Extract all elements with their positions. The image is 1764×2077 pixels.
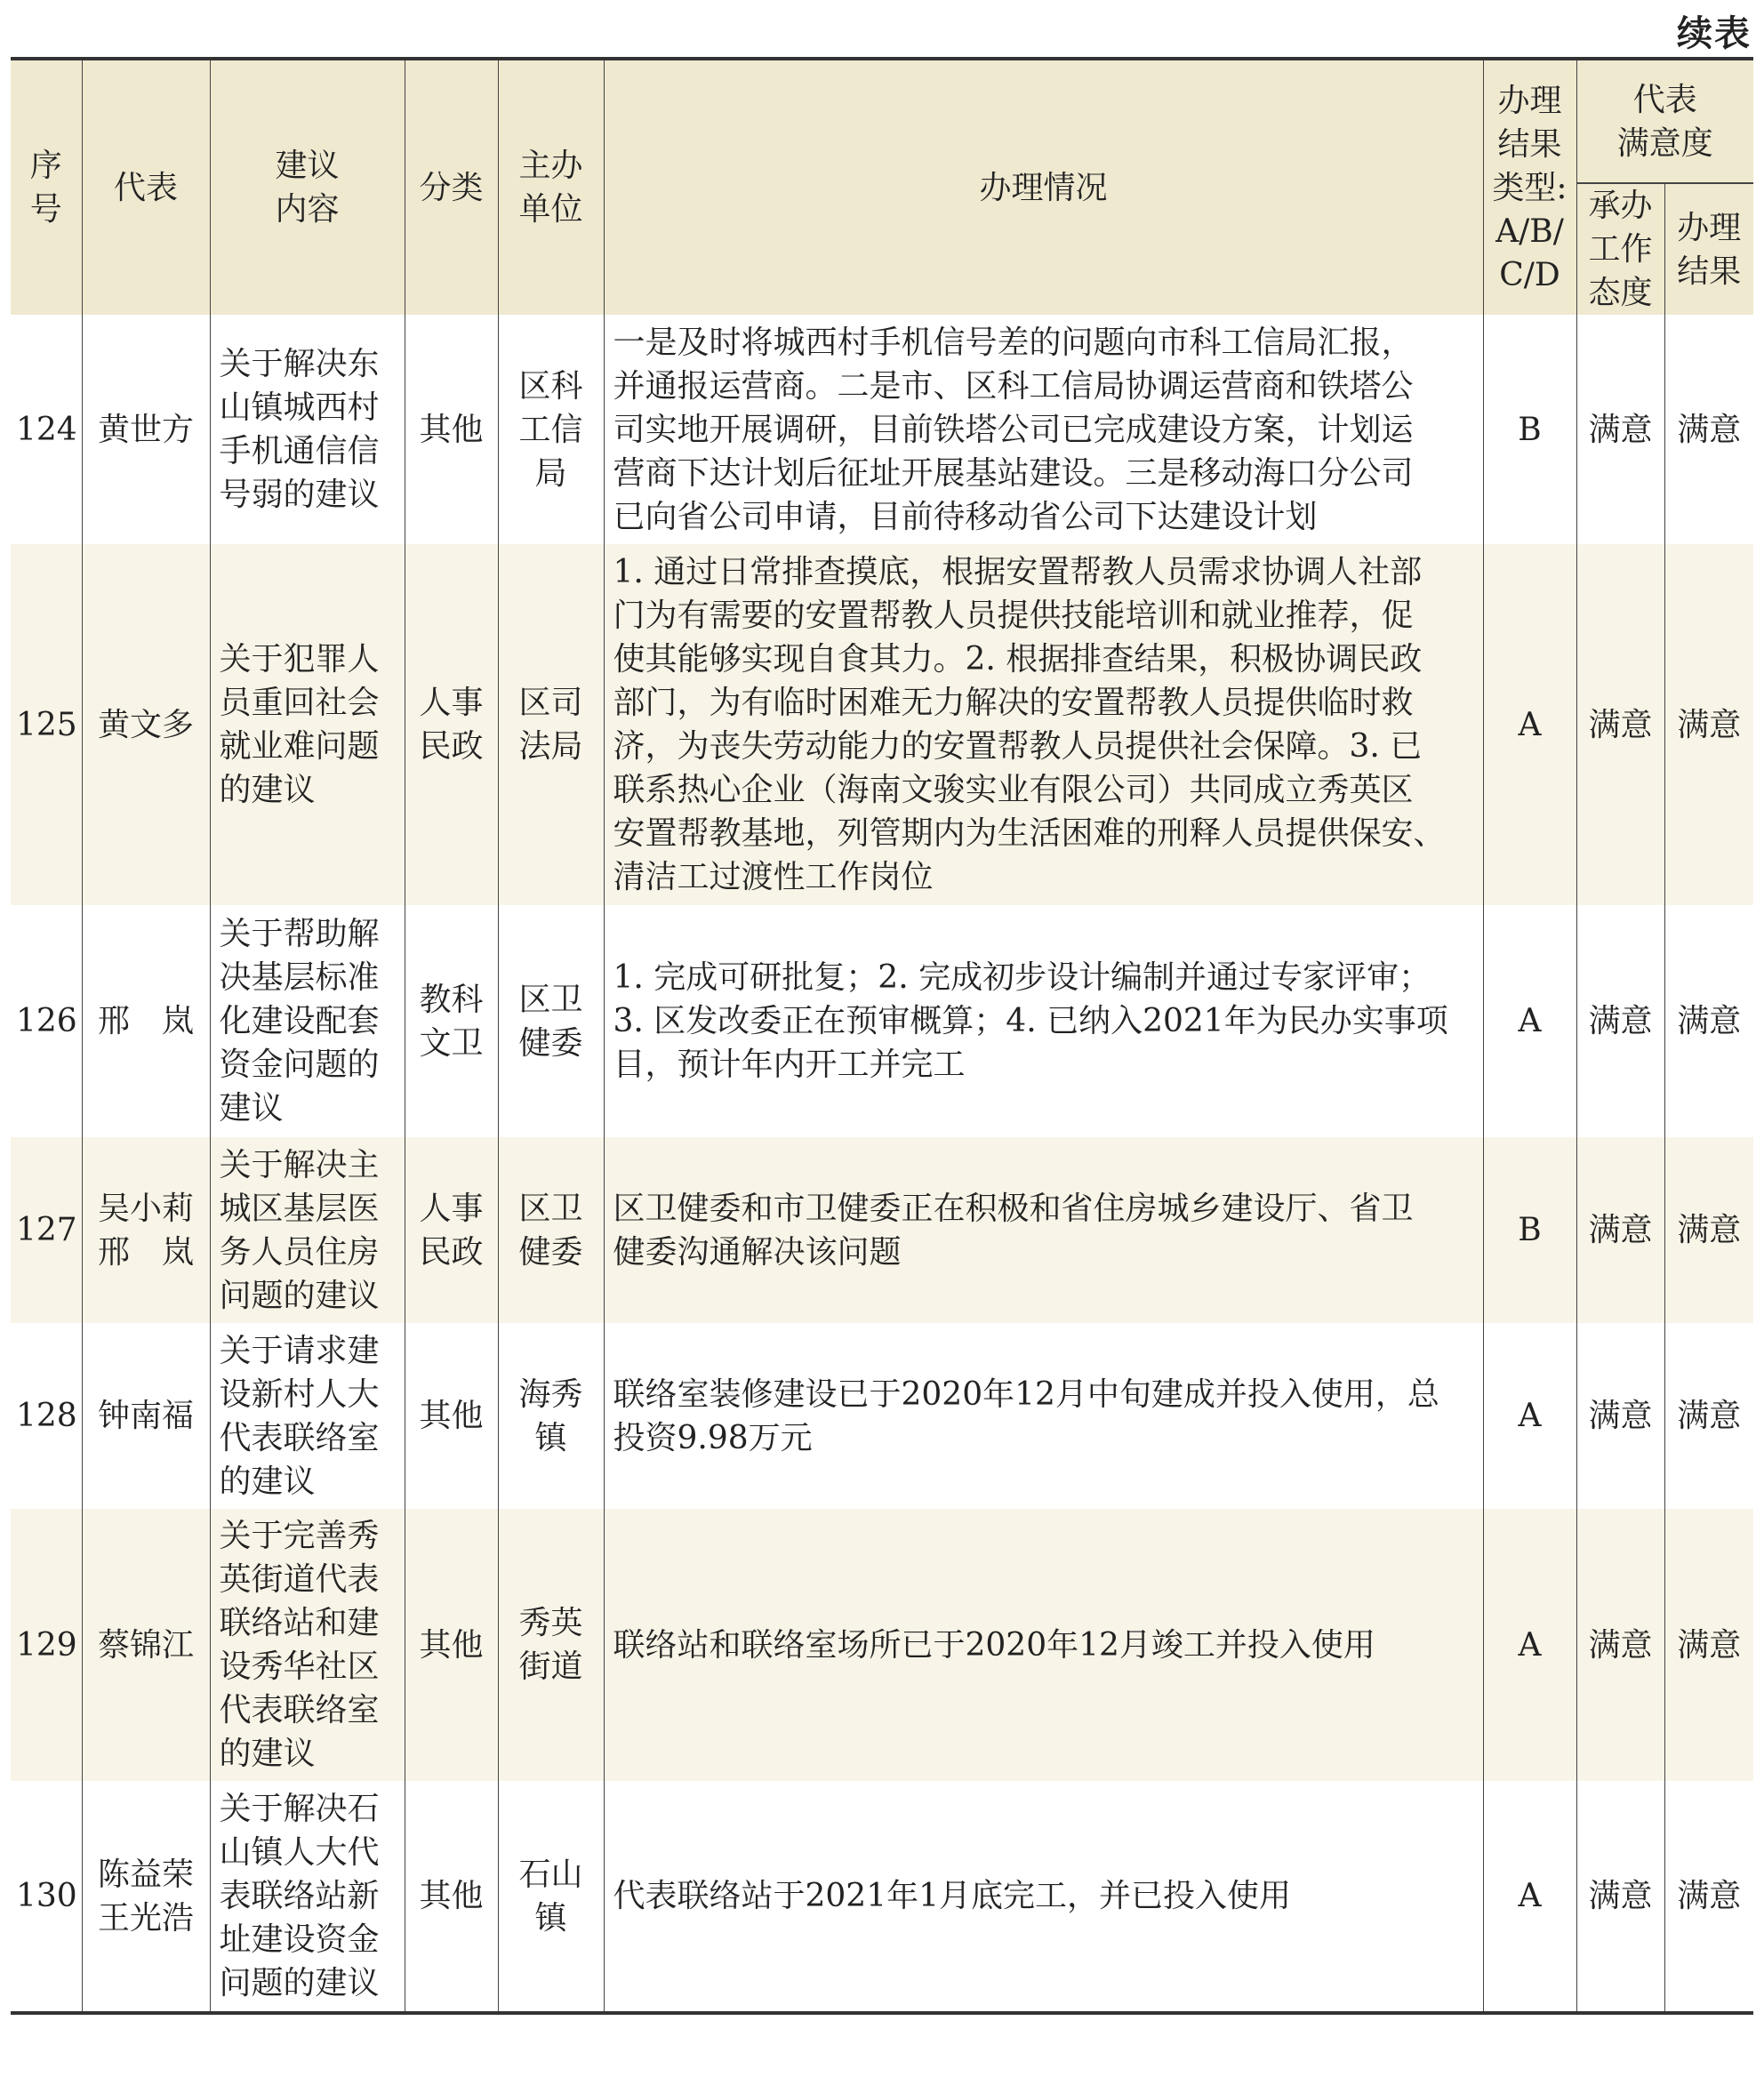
result-satisfaction-cell: 满意: [1664, 544, 1753, 905]
category-cell: 其他: [405, 1323, 498, 1509]
header-host-unit: 主办 单位: [498, 59, 604, 315]
result-satisfaction-cell: 满意: [1664, 1509, 1753, 1781]
suggestion-content-cell: 关于解决主 城区基层医 务人员住房 问题的建议: [210, 1137, 405, 1323]
representative-cell: 黄文多: [82, 544, 210, 905]
handling-status-cell: 一是及时将城西村手机信号差的问题向市科工信局汇报， 并通报运营商。二是市、区科工信局协调运营商和铁塔公 司实地开展调研，目前铁塔公司已完成建设方案，计划运 营商下达计划后征址开展基站建设。三是移动海口分公司 已向省公司申请，目前待移动省公司下达建设计划: [604, 315, 1483, 544]
result-type-cell: A: [1483, 544, 1576, 905]
result-satisfaction-cell: 满意: [1664, 1781, 1753, 2013]
handling-status-cell: 1. 通过日常排查摸底，根据安置帮教人员需求协调人社部 门为有需要的安置帮教人员提供技能培训和就业推荐，促 使其能够实现自食其力。2. 根据排查结果，积极协调民政 部门，为有临时困难无力解决的安置帮教人员提供临时救 济，为丧失劳动能力的安置帮教人员提供社会保障。3. 已 联系热心企业（海南文骏实业有限公司）共同成立秀英区 安置帮教基地，列管期内为生活困难的刑释人员提供保安、 清洁工过渡性工作岗位: [604, 544, 1483, 905]
result-type-cell: A: [1483, 1509, 1576, 1781]
table-row: [11, 1323, 1753, 1509]
header-category: 分类: [405, 59, 498, 315]
header-attitude: 承办 工作 态度: [1576, 183, 1664, 315]
header-result-type: 办理 结果 类型: A/B/ C/D: [1483, 59, 1576, 315]
representative-cell: 邢 岚: [82, 905, 210, 1137]
header-result: 办理 结果: [1664, 183, 1753, 315]
row-number-cell: 126: [11, 905, 82, 1137]
host-unit-cell: 区卫 健委: [498, 1137, 604, 1323]
result-satisfaction-cell: 满意: [1664, 1137, 1753, 1323]
row-number-cell: 129: [11, 1509, 82, 1781]
suggestion-content-cell: 关于解决石 山镇人大代 表联络站新 址建设资金 问题的建议: [210, 1781, 405, 2013]
continued-table-label: 续表: [1677, 13, 1752, 54]
representative-cell: 蔡锦江: [82, 1509, 210, 1781]
result-type-cell: A: [1483, 1323, 1576, 1509]
category-cell: 教科 文卫: [405, 905, 498, 1137]
attitude-satisfaction-cell: 满意: [1576, 1781, 1664, 2013]
host-unit-cell: 区司 法局: [498, 544, 604, 905]
table-row: [11, 315, 1753, 544]
host-unit-cell: 区科 工信 局: [498, 315, 604, 544]
suggestion-content-cell: 关于请求建 设新村人大 代表联络室 的建议: [210, 1323, 405, 1509]
header-no: 序 号: [11, 59, 82, 315]
table-row: [11, 1137, 1753, 1323]
row-number-cell: 128: [11, 1323, 82, 1509]
category-cell: 人事 民政: [405, 544, 498, 905]
host-unit-cell: 海秀 镇: [498, 1323, 604, 1509]
result-type-cell: B: [1483, 315, 1576, 544]
table-row: [11, 905, 1753, 1137]
suggestion-handling-table: [11, 57, 1753, 2015]
handling-status-cell: 1. 完成可研批复；2. 完成初步设计编制并通过专家评审； 3. 区发改委正在预审概算；4. 已纳入2021年为民办实事项 目，预计年内开工并完工: [604, 905, 1483, 1137]
suggestion-content-cell: 关于解决东 山镇城西村 手机通信信 号弱的建议: [210, 315, 405, 544]
attitude-satisfaction-cell: 满意: [1576, 1509, 1664, 1781]
representative-cell: 钟南福: [82, 1323, 210, 1509]
attitude-satisfaction-cell: 满意: [1576, 905, 1664, 1137]
table-row: [11, 544, 1753, 905]
result-type-cell: A: [1483, 905, 1576, 1137]
result-satisfaction-cell: 满意: [1664, 315, 1753, 544]
representative-cell: 吴小莉 邢 岚: [82, 1137, 210, 1323]
category-cell: 其他: [405, 1781, 498, 2013]
row-number-cell: 125: [11, 544, 82, 905]
handling-status-cell: 联络站和联络室场所已于2020年12月竣工并投入使用: [604, 1509, 1483, 1781]
suggestion-content-cell: 关于完善秀 英街道代表 联络站和建 设秀华社区 代表联络室 的建议: [210, 1509, 405, 1781]
representative-cell: 黄世方: [82, 315, 210, 544]
attitude-satisfaction-cell: 满意: [1576, 1323, 1664, 1509]
category-cell: 人事 民政: [405, 1137, 498, 1323]
attitude-satisfaction-cell: 满意: [1576, 315, 1664, 544]
result-type-cell: A: [1483, 1781, 1576, 2013]
table-row: [11, 1509, 1753, 1781]
representative-cell: 陈益荣 王光浩: [82, 1781, 210, 2013]
result-type-cell: B: [1483, 1137, 1576, 1323]
result-satisfaction-cell: 满意: [1664, 1323, 1753, 1509]
row-number-cell: 127: [11, 1137, 82, 1323]
header-handling-status: 办理情况: [604, 59, 1483, 315]
handling-status-cell: 联络室装修建设已于2020年12月中旬建成并投入使用，总 投资9.98万元: [604, 1323, 1483, 1509]
host-unit-cell: 秀英 街道: [498, 1509, 604, 1781]
result-satisfaction-cell: 满意: [1664, 905, 1753, 1137]
handling-status-cell: 区卫健委和市卫健委正在积极和省住房城乡建设厅、省卫 健委沟通解决该问题: [604, 1137, 1483, 1323]
attitude-satisfaction-cell: 满意: [1576, 1137, 1664, 1323]
header-representative: 代表: [82, 59, 210, 315]
table-row: [11, 1781, 1753, 2013]
host-unit-cell: 石山 镇: [498, 1781, 604, 2013]
category-cell: 其他: [405, 315, 498, 544]
suggestion-content-cell: 关于犯罪人 员重回社会 就业难问题 的建议: [210, 544, 405, 905]
host-unit-cell: 区卫 健委: [498, 905, 604, 1137]
row-number-cell: 124: [11, 315, 82, 544]
attitude-satisfaction-cell: 满意: [1576, 544, 1664, 905]
category-cell: 其他: [405, 1509, 498, 1781]
header-satisfaction: 代表 满意度: [1576, 59, 1753, 183]
row-number-cell: 130: [11, 1781, 82, 2013]
suggestion-content-cell: 关于帮助解 决基层标准 化建设配套 资金问题的 建议: [210, 905, 405, 1137]
handling-status-cell: 代表联络站于2021年1月底完工，并已投入使用: [604, 1781, 1483, 2013]
header-suggestion-content: 建议 内容: [210, 59, 405, 315]
